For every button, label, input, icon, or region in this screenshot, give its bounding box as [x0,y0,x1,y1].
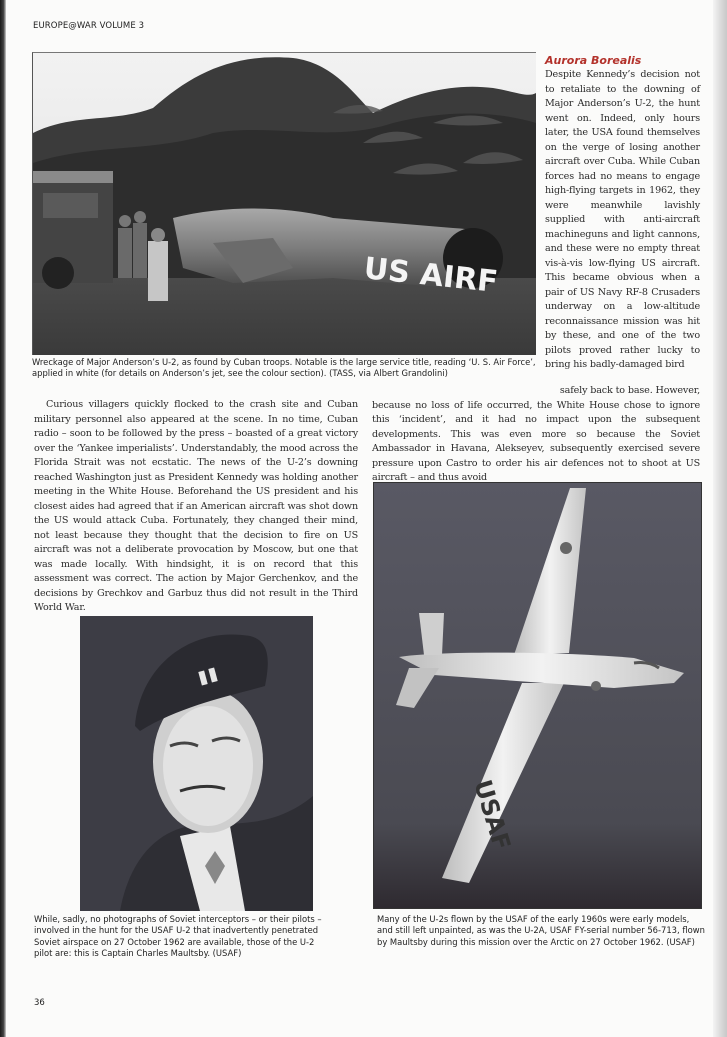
page-binding-shadow [0,0,6,1037]
continuation-first-line: safely back to base. However, [559,385,700,396]
main-text-column [34,398,358,616]
wreck-photo [32,52,536,355]
continuation-paragraph [372,384,700,486]
svg-text:USAF: USAF [468,776,517,854]
sidebar-paragraph: Despite Kennedy’s decision not to retaliate to the downing of Major Anderson’s U-2, the hunt went on. Indeed, only hours later, the USA found themselves on the verge of losing another aircraft over Cuba. While Cuban forces had no means to engage high-flying targets in 1962, they were meanwhile lavishly supplied with anti-aircraft machineguns and light cannons, and these were no empty threat vis-à-vis low-flying US aircraft. This became obvious when a pair of US Navy RF-8 Crusaders underway on a low-altitude reconnaissance mission was hit by these, and one of the two pilots proved rather lucky to bring his badly-damaged bird [545,69,700,370]
running-head: EUROPE@WAR VOLUME 3 [33,21,145,31]
page-number: 36 [34,998,45,1008]
wreck-photo-caption: Wreckage of Major Anderson’s U-2, as found by Cuban troops. Notable is the large service title, reading ‘U. S. Air Force’, applied in white (for details on Anderson’s jet, see the colour section). (TASS, via Albert Grandolini) [32,357,536,379]
section-heading: Aurora Borealis [545,54,642,67]
portrait-caption: While, sadly, no photographs of Soviet interceptors – or their pilots – involved in the hunt for the USAF U-2 that inadvertently penetrated Soviet airspace on 27 October 1962 are available, those of the U-2 pilot are: this is Captain Charles Maultsby. (USAF) [34,914,322,958]
continuation-text [372,384,700,486]
u2-photo-caption: Many of the U-2s flown by the USAF of the early 1960s were early models, and still left unpainted, as was the U-2A, USAF FY-serial number 56-713, flown by Maultsby during this mission over the Arctic on 27 October 1962. (USAF) [377,914,705,947]
continuation-rest: because no loss of life occurred, the White House chose to ignore this ‘incident’, and it had no impact upon the subsequent developments. This was even more so because the Soviet Ambassador in Havana, Alekseyev, subsequently exercised severe pressure upon Castro to order his air defences not to shoot at US aircraft – and thus avoid [372,399,700,483]
page-edge-shadow [713,0,727,1037]
svg-text:US AIRF: US AIRF [362,251,500,301]
maultsby-portrait-photo [80,616,313,911]
u2-aircraft-photo [373,482,702,909]
aurora-borealis-section [545,54,700,373]
main-paragraph: Curious villagers quickly flocked to the crash site and Cuban military personnel also appeared at the scene. In no time, Cuban radio – soon to be followed by the press – boasted of a great victory over the ‘Yankee imperialists’. Understandably, the mood across the Florida Strait was not ecstatic. The news of the U-2’s downing reached Washington just as President Kennedy was holding another meeting in the White House. Beforehand the US president and his closest aides had agreed that if an American aircraft was shot down the US would attack Cuba. Fortunately, they changed their mind, not least because they thought that the decision to fire on US aircraft was not a deliberate provocation by Moscow, but one that was made locally. With hindsight, it is on record that this assessment was correct. The action by Major Gerchenkov, and the decisions by Grechkov and Garbuz thus did not result in the Third World War. [34,399,358,613]
